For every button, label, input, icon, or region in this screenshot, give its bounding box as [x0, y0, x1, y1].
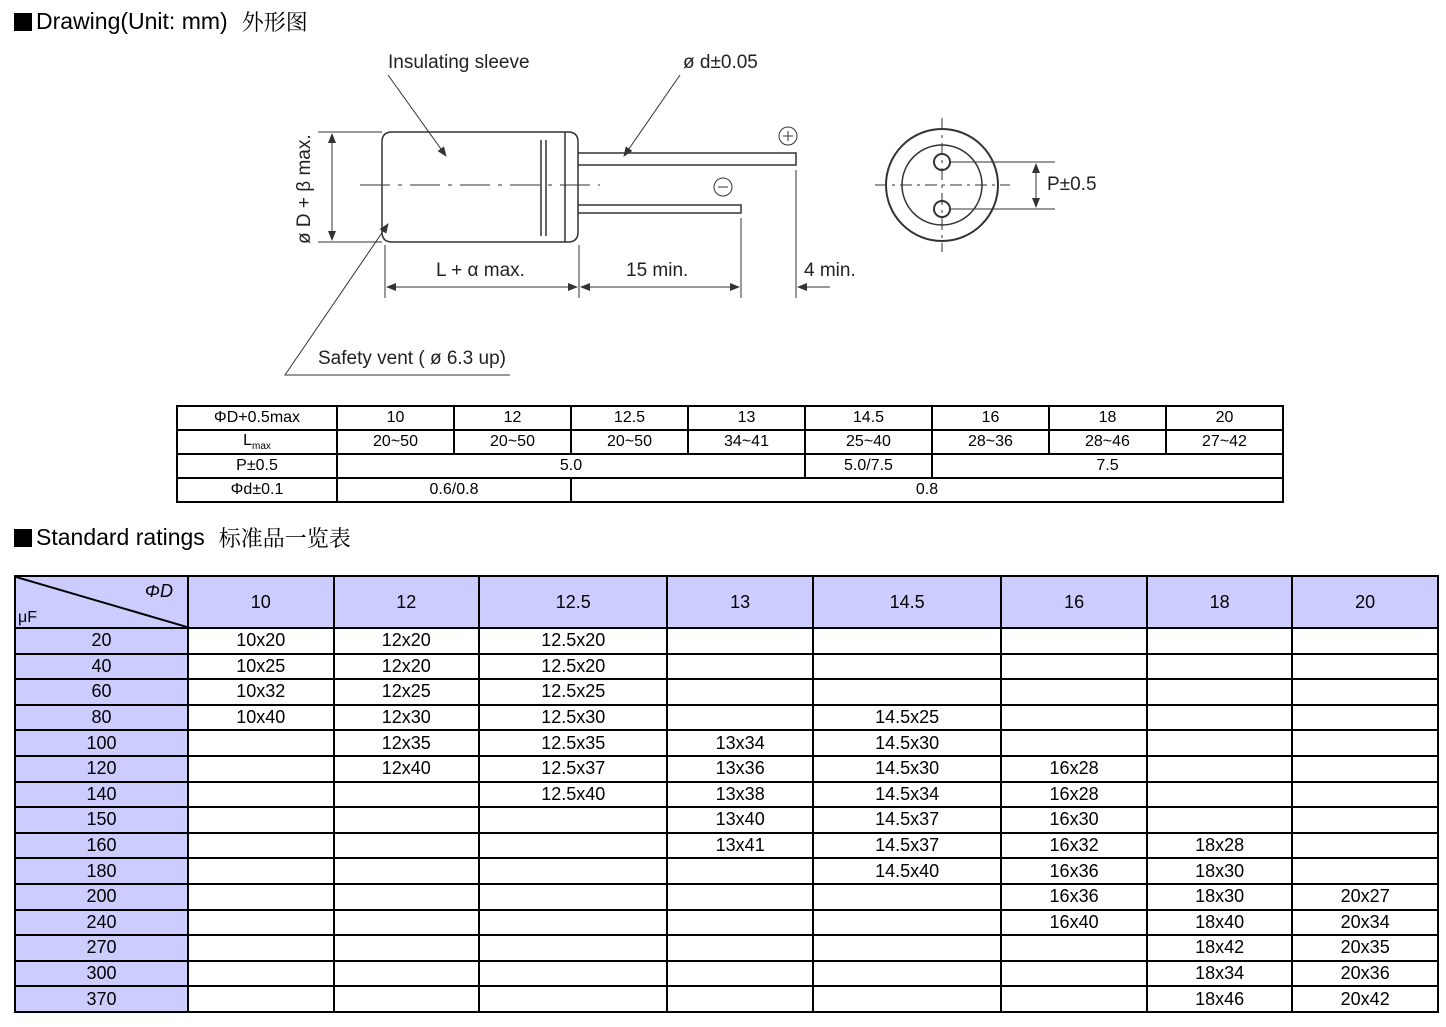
size-cell: [1001, 935, 1147, 961]
size-cell: 14.5x25: [813, 705, 1001, 731]
size-cell: 18x42: [1147, 935, 1293, 961]
drawing-heading: [14, 6, 308, 37]
size-cell: [188, 730, 334, 756]
capacitance-cell: 40: [15, 654, 188, 680]
size-cell: [188, 961, 334, 987]
dims-cell: 25~40: [805, 430, 932, 454]
capacitance-cell: 270: [15, 935, 188, 961]
drawing-heading-cn: 外形图: [241, 11, 308, 36]
size-cell: [188, 910, 334, 936]
size-cell: 20x34: [1292, 910, 1438, 936]
size-cell: [188, 986, 334, 1012]
size-cell: 10x25: [188, 654, 334, 680]
size-cell: 20x42: [1292, 986, 1438, 1012]
column-header: 18: [1147, 576, 1293, 628]
size-cell: [1292, 833, 1438, 859]
size-cell: 18x30: [1147, 884, 1293, 910]
dims-cell: 5.0/7.5: [805, 454, 932, 478]
size-cell: [813, 910, 1001, 936]
size-cell: 12.5x20: [479, 654, 667, 680]
dims-label-text: Φd±0.1: [230, 481, 284, 498]
dims-cell: 10: [337, 406, 454, 430]
size-cell: 20x35: [1292, 935, 1438, 961]
size-cell: [188, 833, 334, 859]
size-cell: 16x36: [1001, 858, 1147, 884]
capacitance-cell: 240: [15, 910, 188, 936]
size-cell: [1001, 730, 1147, 756]
dims-row-label: [177, 478, 337, 502]
capacitance-cell: 180: [15, 858, 188, 884]
dims-cell: 12: [454, 406, 571, 430]
dims-cell: 7.5: [932, 454, 1283, 478]
lead-diameter-label: ø d±0.05: [683, 52, 758, 73]
table-row: [15, 730, 1438, 756]
size-cell: 10x40: [188, 705, 334, 731]
dims-cell: 34~41: [688, 430, 805, 454]
size-cell: [1147, 730, 1293, 756]
size-cell: [334, 833, 480, 859]
size-cell: [667, 986, 813, 1012]
dims-cell: 20~50: [337, 430, 454, 454]
ratings-heading-cn: 标准品一览表: [218, 527, 351, 552]
size-cell: 12.5x35: [479, 730, 667, 756]
size-cell: 16x28: [1001, 782, 1147, 808]
size-cell: [813, 935, 1001, 961]
size-cell: [1292, 858, 1438, 884]
dims-row: [177, 454, 1283, 478]
dims-cell: 0.6/0.8: [337, 478, 571, 502]
size-cell: [1292, 628, 1438, 654]
size-cell: [479, 858, 667, 884]
size-cell: [479, 884, 667, 910]
size-cell: [1001, 705, 1147, 731]
size-cell: [1147, 782, 1293, 808]
dims-cell: 13: [688, 406, 805, 430]
table-row: [15, 807, 1438, 833]
size-cell: 12x20: [334, 654, 480, 680]
size-cell: 14.5x30: [813, 730, 1001, 756]
size-cell: 10x20: [188, 628, 334, 654]
ratings-heading: [14, 522, 351, 553]
dims-row-label: [177, 454, 337, 478]
size-cell: [1147, 679, 1293, 705]
size-cell: 14.5x34: [813, 782, 1001, 808]
size-cell: 16x28: [1001, 756, 1147, 782]
size-cell: [334, 961, 480, 987]
size-cell: 14.5x30: [813, 756, 1001, 782]
size-cell: 14.5x37: [813, 807, 1001, 833]
size-cell: [813, 961, 1001, 987]
size-cell: [1147, 654, 1293, 680]
table-row: [15, 986, 1438, 1012]
size-cell: 20x36: [1292, 961, 1438, 987]
table-corner-cell: [15, 576, 188, 628]
safety-vent-label: Safety vent ( ø 6.3 up): [318, 348, 506, 369]
table-row: [15, 705, 1438, 731]
dims-cell: 14.5: [805, 406, 932, 430]
size-cell: [188, 935, 334, 961]
dims-cell: 18: [1049, 406, 1166, 430]
size-cell: [813, 986, 1001, 1012]
size-cell: [667, 858, 813, 884]
dims-cell: 20: [1166, 406, 1283, 430]
dims-cell: 0.8: [571, 478, 1283, 502]
size-cell: [334, 807, 480, 833]
size-cell: [667, 961, 813, 987]
table-row: [15, 756, 1438, 782]
size-cell: 18x46: [1147, 986, 1293, 1012]
dims-cell: 20~50: [454, 430, 571, 454]
capacitance-cell: 20: [15, 628, 188, 654]
column-header: 16: [1001, 576, 1147, 628]
size-cell: [1292, 782, 1438, 808]
size-cell: [1147, 628, 1293, 654]
size-cell: [667, 910, 813, 936]
dims-cell: 27~42: [1166, 430, 1283, 454]
size-cell: [479, 961, 667, 987]
capacitance-cell: 120: [15, 756, 188, 782]
lead-length-label: 15 min.: [626, 260, 689, 281]
capacitance-cell: 300: [15, 961, 188, 987]
dims-cell: 5.0: [337, 454, 805, 478]
size-cell: 13x36: [667, 756, 813, 782]
size-cell: [1147, 756, 1293, 782]
size-cell: [334, 782, 480, 808]
dims-label-text: P±0.5: [236, 457, 278, 474]
size-cell: [1147, 807, 1293, 833]
size-cell: [1292, 756, 1438, 782]
size-cell: [667, 884, 813, 910]
capacitance-cell: 160: [15, 833, 188, 859]
size-cell: [813, 884, 1001, 910]
table-row: [15, 961, 1438, 987]
size-cell: 18x34: [1147, 961, 1293, 987]
size-cell: 12x20: [334, 628, 480, 654]
size-cell: [813, 654, 1001, 680]
size-cell: 12.5x20: [479, 628, 667, 654]
size-cell: 13x40: [667, 807, 813, 833]
capacitance-cell: 140: [15, 782, 188, 808]
dims-row: [177, 406, 1283, 430]
dims-cell: 28~36: [932, 430, 1049, 454]
size-cell: [479, 986, 667, 1012]
table-row: [15, 910, 1438, 936]
size-cell: [1292, 679, 1438, 705]
lead-short: [578, 205, 741, 213]
size-cell: 13x34: [667, 730, 813, 756]
size-cell: [188, 884, 334, 910]
size-cell: [479, 935, 667, 961]
dims-row: [177, 430, 1283, 454]
table-row: [15, 833, 1438, 859]
size-cell: 16x40: [1001, 910, 1147, 936]
size-cell: [334, 935, 480, 961]
dims-cell: 20~50: [571, 430, 688, 454]
size-cell: [1292, 705, 1438, 731]
capacitance-axis-label: μF: [18, 609, 37, 626]
size-cell: [1147, 705, 1293, 731]
size-cell: [1001, 628, 1147, 654]
size-cell: [1001, 679, 1147, 705]
capacitance-cell: 100: [15, 730, 188, 756]
capacitance-cell: 200: [15, 884, 188, 910]
column-header: 12.5: [479, 576, 667, 628]
size-cell: 20x27: [1292, 884, 1438, 910]
square-bullet-icon: [14, 13, 32, 31]
size-cell: [479, 807, 667, 833]
size-cell: [667, 679, 813, 705]
size-cell: [667, 705, 813, 731]
dims-label-text: L: [243, 431, 252, 449]
table-row: [15, 884, 1438, 910]
size-cell: [188, 782, 334, 808]
capacitance-cell: 80: [15, 705, 188, 731]
dimensions-table: [176, 405, 1284, 503]
size-cell: [667, 935, 813, 961]
capacitance-cell: 370: [15, 986, 188, 1012]
dims-label-text: ΦD+0.5max: [213, 409, 301, 426]
size-cell: 12.5x40: [479, 782, 667, 808]
ratings-heading-text: Standard ratings: [36, 524, 205, 550]
square-bullet-icon: [14, 529, 32, 547]
dims-cell: 16: [932, 406, 1049, 430]
size-cell: 16x32: [1001, 833, 1147, 859]
size-cell: [479, 833, 667, 859]
size-cell: [1292, 654, 1438, 680]
size-cell: 12x25: [334, 679, 480, 705]
size-cell: [1001, 986, 1147, 1012]
insulating-sleeve-label: Insulating sleeve: [388, 52, 530, 73]
size-cell: [1001, 654, 1147, 680]
size-cell: 16x30: [1001, 807, 1147, 833]
dims-row: [177, 478, 1283, 502]
size-cell: [1001, 961, 1147, 987]
size-cell: [188, 858, 334, 884]
drawing-heading-text: Drawing(Unit: mm): [36, 8, 228, 34]
standard-ratings-table: [14, 575, 1439, 1013]
table-row: [15, 654, 1438, 680]
column-header: 13: [667, 576, 813, 628]
size-cell: 18x30: [1147, 858, 1293, 884]
table-row: [15, 679, 1438, 705]
size-cell: [813, 679, 1001, 705]
capacitance-cell: 60: [15, 679, 188, 705]
size-cell: 12x40: [334, 756, 480, 782]
size-cell: 14.5x40: [813, 858, 1001, 884]
size-cell: 18x40: [1147, 910, 1293, 936]
size-cell: 13x41: [667, 833, 813, 859]
size-cell: 10x32: [188, 679, 334, 705]
size-cell: 18x28: [1147, 833, 1293, 859]
table-row: [15, 782, 1438, 808]
size-cell: [188, 756, 334, 782]
column-header: 10: [188, 576, 334, 628]
body-diameter-label: ø D + β max.: [294, 134, 315, 244]
dims-cell: 28~46: [1049, 430, 1166, 454]
size-cell: 12.5x37: [479, 756, 667, 782]
table-row: [15, 628, 1438, 654]
size-cell: [1292, 730, 1438, 756]
size-cell: [188, 807, 334, 833]
pitch-label: P±0.5: [1047, 174, 1097, 195]
size-cell: 12.5x30: [479, 705, 667, 731]
size-cell: [479, 910, 667, 936]
capacitance-cell: 150: [15, 807, 188, 833]
lead-offset-label: 4 min.: [804, 260, 856, 281]
size-cell: [334, 858, 480, 884]
diameter-axis-label: ΦD: [144, 581, 173, 601]
size-cell: [334, 910, 480, 936]
lead-long: [578, 153, 796, 165]
size-cell: [1292, 807, 1438, 833]
table-row: [15, 858, 1438, 884]
column-header: 12: [334, 576, 480, 628]
size-cell: 14.5x37: [813, 833, 1001, 859]
capacitor-body: [382, 132, 578, 242]
size-cell: 12.5x25: [479, 679, 667, 705]
dims-cell: 12.5: [571, 406, 688, 430]
dims-row-label: [177, 406, 337, 430]
size-cell: 13x38: [667, 782, 813, 808]
column-header: 14.5: [813, 576, 1001, 628]
body-length-label: L + α max.: [436, 260, 525, 281]
size-cell: [813, 628, 1001, 654]
table-row: [15, 935, 1438, 961]
size-cell: [667, 654, 813, 680]
size-cell: [334, 986, 480, 1012]
size-cell: 12x35: [334, 730, 480, 756]
size-cell: 16x36: [1001, 884, 1147, 910]
size-cell: [334, 884, 480, 910]
capacitor-drawing: [0, 40, 1446, 385]
size-cell: 12x30: [334, 705, 480, 731]
dims-label-sub: max: [252, 441, 271, 453]
dims-row-label: [177, 430, 337, 454]
column-header: 20: [1292, 576, 1438, 628]
size-cell: [667, 628, 813, 654]
